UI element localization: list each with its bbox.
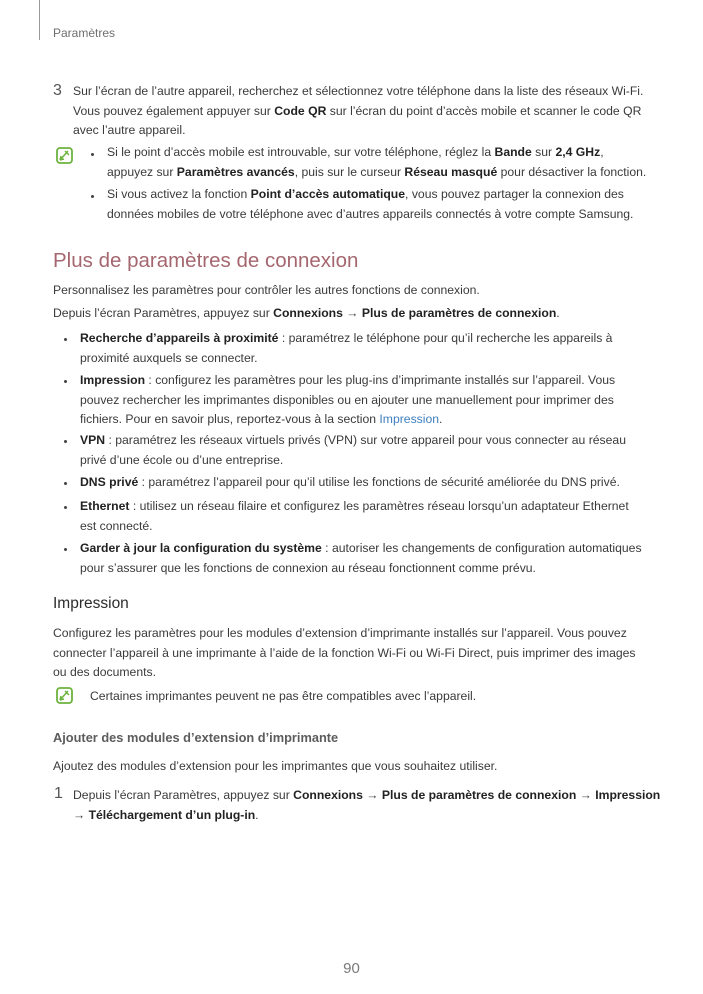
page-rule — [39, 0, 40, 40]
bullet — [64, 482, 67, 485]
list-item-printing: Impression : configurez les paramètres pour les plug-ins d’imprimante installés sur l’appareil. Vous pouvez rechercher les imprimantes disponibles ou en ajouter une manuellement pour imprimer des fichiers. Pour en savoir plus, reportez-vous à la section Impression. — [80, 373, 616, 426]
section-title-printing: Impression — [53, 595, 129, 612]
subsection-title-add-plugins: Ajouter des modules d’extension d’imprimante — [53, 730, 339, 745]
running-header: Paramètres — [53, 26, 116, 40]
step-3-line-2: Vous pouvez également appuyer sur Code QR sur l’écran du point d’accès mobile et scanner le code QR — [73, 103, 642, 118]
bullet — [91, 195, 94, 198]
note-bullet-2: Si vous activez la fonction Point d’accès automatique, vous pouvez partager la connexion des données mobiles de votre téléphone avec d’autres appareils connectés à votre compte Samsung. — [107, 187, 634, 221]
printing-description: Configurez les paramètres pour les modules d’extension d’imprimante installés sur l’appareil. Vous pouvez connecter l’appareil à une imprimante à l’aide de la fonction Wi-Fi ou Wi-Fi Direct, puis imprimer des images ou des documents. — [53, 626, 636, 679]
step-3-line-1: Sur l’écran de l’autre appareil, recherchez et sélectionnez votre téléphone dans la liste des réseaux Wi-Fi. — [73, 84, 644, 98]
navigation-path: Depuis l’écran Paramètres, appuyez sur Connexions → Plus de paramètres de connexion. — [53, 306, 560, 320]
bullet — [64, 380, 67, 383]
subsection-intro: Ajoutez des modules d’extension pour les imprimantes que vous souhaitez utiliser. — [53, 759, 498, 773]
section-title-more-settings: Plus de paramètres de connexion — [53, 249, 359, 272]
list-item-system-config: Garder à jour la configuration du système : autoriser les changements de configuration automatiques pour s’assurer que les fonctions de connexion au réseau fonctionnent comme prévu. — [80, 541, 642, 575]
bullet — [64, 548, 67, 551]
bullet — [91, 153, 94, 156]
list-item-private-dns: DNS privé : paramétrez l’appareil pour qu’il utilise les fonctions de sécurité améliorée du DNS privé. — [80, 475, 620, 489]
bullet — [64, 506, 67, 509]
step-3-text — [73, 82, 643, 141]
step-1-text: Depuis l’écran Paramètres, appuyez sur Connexions → Plus de paramètres de connexion → Impression → Téléchargement d’un plug-in. — [73, 788, 661, 822]
bullet — [64, 440, 67, 443]
list-item-ethernet: Ethernet : utilisez un réseau filaire et configurez les paramètres réseau lorsqu’un adaptateur Ethernet est connecté. — [80, 499, 629, 533]
step-number: 1 — [54, 785, 63, 802]
step-3-line-3: avec l’autre appareil. — [73, 123, 186, 137]
section-intro: Personnalisez les paramètres pour contrôler les autres fonctions de connexion. — [53, 283, 480, 297]
printing-note: Certaines imprimantes peuvent ne pas être compatibles avec l’appareil. — [90, 689, 477, 703]
page-number: 90 — [343, 960, 360, 977]
step-number: 3 — [53, 82, 62, 99]
bullet — [64, 338, 67, 341]
note-bullet-1: Si le point d’accès mobile est introuvable, sur votre téléphone, réglez la Bande sur 2,4 GHz, appuyez sur Paramètres avancés, puis sur le curseur Réseau masqué pour désactiver la fonction. — [107, 145, 647, 179]
note-pencil-icon — [56, 687, 73, 704]
note-pencil-icon — [56, 147, 73, 164]
printing-section-link[interactable]: Impression — [379, 412, 440, 426]
list-item-nearby-devices: Recherche d’appareils à proximité : paramétrez le téléphone pour qu’il recherche les appareils à proximité auxquels se connecter. — [80, 331, 613, 365]
list-item-vpn: VPN : paramétrez les réseaux virtuels privés (VPN) sur votre appareil pour vous connecter au réseau privé d’une école ou d’une entreprise. — [80, 433, 626, 467]
